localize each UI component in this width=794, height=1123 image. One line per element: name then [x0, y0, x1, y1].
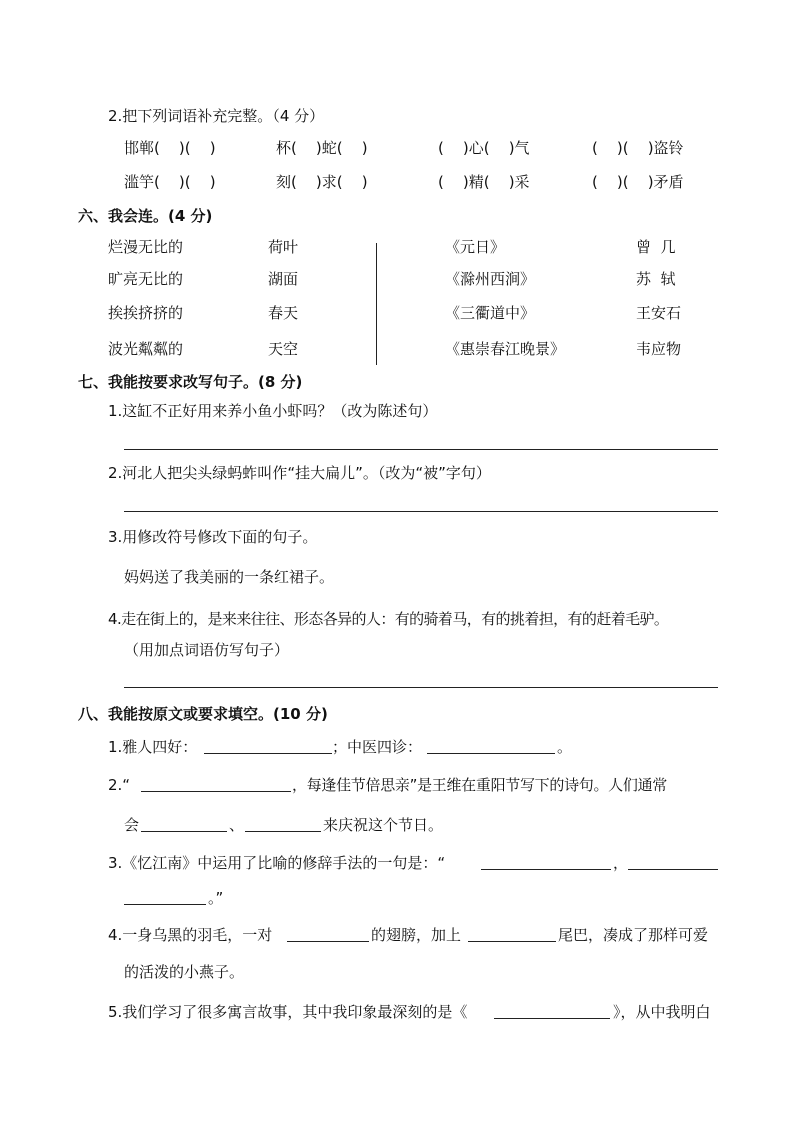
section-7-title: 七、我能按要求改写句子。(8 分) [78, 373, 303, 391]
fill-q4-part-2: 的翅膀，加上 [371, 926, 462, 944]
section-8-title: 八、我能按原文或要求填空。(10 分) [78, 705, 328, 723]
fill-blank [141, 791, 291, 792]
fill-q4-part-4: 的活泼的小燕子。 [124, 963, 245, 981]
idiom-blank-4: ( )( )盗铃 [592, 139, 684, 157]
idiom-blank-3: ( )心( )气 [438, 139, 530, 157]
fill-blank [494, 1018, 610, 1019]
fill-q3-part-3: 。” [208, 889, 224, 907]
idiom-blank-8: ( )( )矛盾 [592, 173, 684, 191]
rewrite-question-4-note: （用加点词语仿写句子） [124, 641, 290, 659]
match-left-phrase: 波光粼粼的 [108, 340, 184, 358]
match-left-noun: 荷叶 [268, 238, 299, 256]
fill-q1-part-1: 1.雅人四好： [108, 738, 198, 756]
fill-blank [245, 831, 321, 832]
fill-q2-part-2: ，每逢佳节倍思亲”是王维在重阳节写下的诗句。人们通常 [292, 776, 667, 794]
match-left-phrase: 挨挨挤挤的 [108, 304, 184, 322]
match-poet: 韦应物 [636, 340, 682, 358]
fill-blank [468, 941, 556, 942]
match-divider [376, 243, 377, 365]
question-2-title: 2.把下列词语补充完整。（4 分） [108, 107, 325, 125]
fill-q1-part-3: 。 [557, 738, 573, 756]
match-left-noun: 湖面 [268, 270, 299, 288]
idiom-blank-2: 杯( )蛇( ) [276, 139, 368, 157]
fill-blank [481, 869, 611, 870]
fill-q3-part-1: 3.《忆江南》中运用了比喻的修辞手法的一句是：“ [108, 854, 446, 872]
match-left-noun: 天空 [268, 340, 299, 358]
answer-line [124, 511, 718, 512]
rewrite-question-4: 4.走在街上的，是来来往往、形态各异的人：有的骑着马，有的挑着担，有的赶着毛驴。 [108, 610, 669, 628]
match-left-phrase: 烂漫无比的 [108, 238, 184, 256]
match-poet: 曾 几 [636, 238, 676, 256]
answer-line [124, 687, 718, 688]
fill-q2-part-1: 2.“ [108, 776, 131, 794]
fill-q3-part-2: ， [613, 854, 629, 872]
answer-line [124, 449, 718, 450]
fill-q5-part-2: 》，从中我明白 [613, 1003, 711, 1021]
match-poet: 王安石 [636, 304, 682, 322]
rewrite-question-3: 3.用修改符号修改下面的句子。 [108, 528, 318, 546]
fill-q5-part-1: 5.我们学习了很多寓言故事，其中我印象最深刻的是《 [108, 1003, 468, 1021]
fill-blank [287, 941, 369, 942]
fill-q1-part-2: ；中医四诊： [332, 738, 423, 756]
fill-blank [204, 753, 332, 754]
fill-blank [124, 904, 206, 905]
match-poem-title: 《元日》 [445, 238, 506, 256]
fill-blank [628, 869, 718, 870]
match-left-noun: 春天 [268, 304, 299, 322]
section-6-title: 六、我会连。(4 分) [78, 207, 213, 225]
match-poet: 苏 轼 [636, 270, 676, 288]
fill-q2-part-5: 来庆祝这个节日。 [323, 816, 444, 834]
fill-q2-part-3: 会 [124, 816, 140, 834]
idiom-blank-6: 刻( )求( ) [276, 173, 368, 191]
fill-blank [427, 753, 555, 754]
match-poem-title: 《滁州西涧》 [445, 270, 536, 288]
match-poem-title: 《惠崇春江晚景》 [445, 340, 566, 358]
sentence-to-correct: 妈妈送了我美丽的一条红裙子。 [124, 568, 335, 586]
match-left-phrase: 旷亮无比的 [108, 270, 184, 288]
rewrite-question-1: 1.这缸不正好用来养小鱼小虾吗？（改为陈述句） [108, 402, 438, 420]
rewrite-question-2: 2.河北人把尖头绿蚂蚱叫作“挂大扁儿”。（改为“被”字句） [108, 464, 491, 482]
match-poem-title: 《三衢道中》 [445, 304, 536, 322]
idiom-blank-5: 滥竽( )( ) [124, 173, 216, 191]
fill-q4-part-1: 4.一身乌黑的羽毛，一对 [108, 926, 273, 944]
idiom-blank-1: 邯郸( )( ) [124, 139, 216, 157]
fill-q4-part-3: 尾巴，凑成了那样可爱 [558, 926, 709, 944]
fill-blank [141, 831, 227, 832]
idiom-blank-7: ( )精( )采 [438, 173, 530, 191]
fill-q2-part-4: 、 [229, 816, 245, 834]
